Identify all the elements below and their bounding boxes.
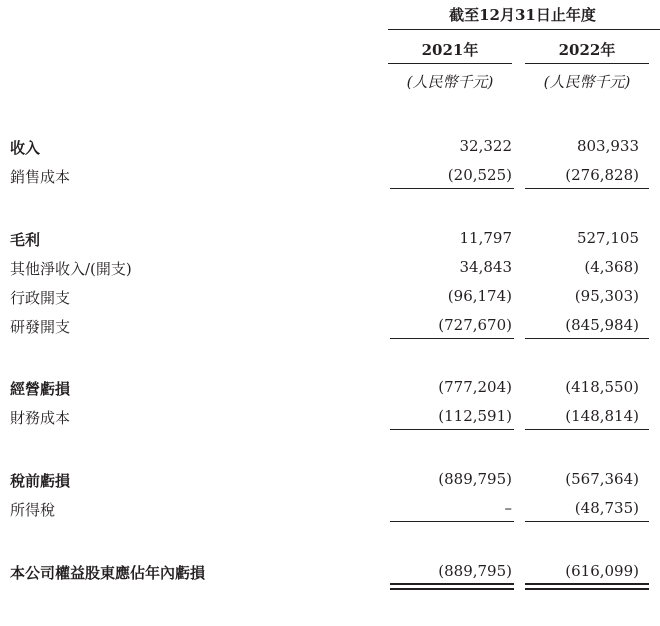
row-label-rd-expenses: 研發開支 xyxy=(10,318,71,336)
year-rule-2021 xyxy=(388,63,512,64)
value-revenue-2021: 32,322 xyxy=(459,137,512,155)
subtotal-rule xyxy=(525,188,649,189)
period-title: 截至12月31日止年度 xyxy=(449,6,596,24)
value-loss-attributable-2022: (616,099) xyxy=(565,562,639,580)
value-loss-attributable-2021: (889,795) xyxy=(438,562,512,580)
row-label-revenue: 收入 xyxy=(10,139,41,157)
year-header-2021: 2021年 xyxy=(421,41,479,59)
row-label-gross-profit: 毛利 xyxy=(10,231,41,249)
row-label-finance-costs: 財務成本 xyxy=(10,409,71,427)
value-cost-of-sales-2022: (276,828) xyxy=(565,166,639,184)
value-revenue-2022: 803,933 xyxy=(576,137,639,155)
value-admin-expenses-2021: (96,174) xyxy=(447,287,512,305)
value-operating-loss-2022: (418,550) xyxy=(565,378,639,396)
value-other-net-income-2021: 34,843 xyxy=(459,258,512,276)
year-rule-2022 xyxy=(525,63,649,64)
value-income-tax-2021: – xyxy=(504,499,512,517)
row-label-cost-of-sales: 銷售成本 xyxy=(10,168,71,186)
value-rd-expenses-2021: (727,670) xyxy=(438,316,512,334)
value-admin-expenses-2022: (95,303) xyxy=(574,287,639,305)
value-finance-costs-2021: (112,591) xyxy=(438,407,512,425)
value-gross-profit-2021: 11,797 xyxy=(459,229,512,247)
total-double-rule xyxy=(525,583,649,590)
subtotal-rule xyxy=(525,521,649,522)
row-label-income-tax: 所得稅 xyxy=(10,501,56,519)
subtotal-rule xyxy=(390,338,514,339)
row-label-loss-attributable: 本公司權益股東應佔年內虧損 xyxy=(10,564,206,582)
unit-label-2022: (人民幣千元) xyxy=(543,73,631,91)
subtotal-rule xyxy=(525,429,649,430)
subtotal-rule xyxy=(525,338,649,339)
value-cost-of-sales-2021: (20,525) xyxy=(447,166,512,184)
value-finance-costs-2022: (148,814) xyxy=(565,407,639,425)
year-header-2022: 2022年 xyxy=(558,41,616,59)
value-rd-expenses-2022: (845,984) xyxy=(565,316,639,334)
value-loss-before-tax-2022: (567,364) xyxy=(565,470,639,488)
row-label-loss-before-tax: 稅前虧損 xyxy=(10,472,71,490)
subtotal-rule xyxy=(390,188,514,189)
subtotal-rule xyxy=(390,521,514,522)
value-operating-loss-2021: (777,204) xyxy=(438,378,512,396)
value-loss-before-tax-2021: (889,795) xyxy=(438,470,512,488)
subtotal-rule xyxy=(390,429,514,430)
row-label-admin-expenses: 行政開支 xyxy=(10,289,71,307)
value-gross-profit-2022: 527,105 xyxy=(576,229,639,247)
row-label-other-net-income: 其他淨收入/(開支) xyxy=(10,260,132,278)
row-label-operating-loss: 經營虧損 xyxy=(10,380,71,398)
value-income-tax-2022: (48,735) xyxy=(574,499,639,517)
header-rule xyxy=(388,29,660,30)
total-double-rule xyxy=(390,583,514,590)
value-other-net-income-2022: (4,368) xyxy=(584,258,639,276)
unit-label-2021: (人民幣千元) xyxy=(406,73,494,91)
